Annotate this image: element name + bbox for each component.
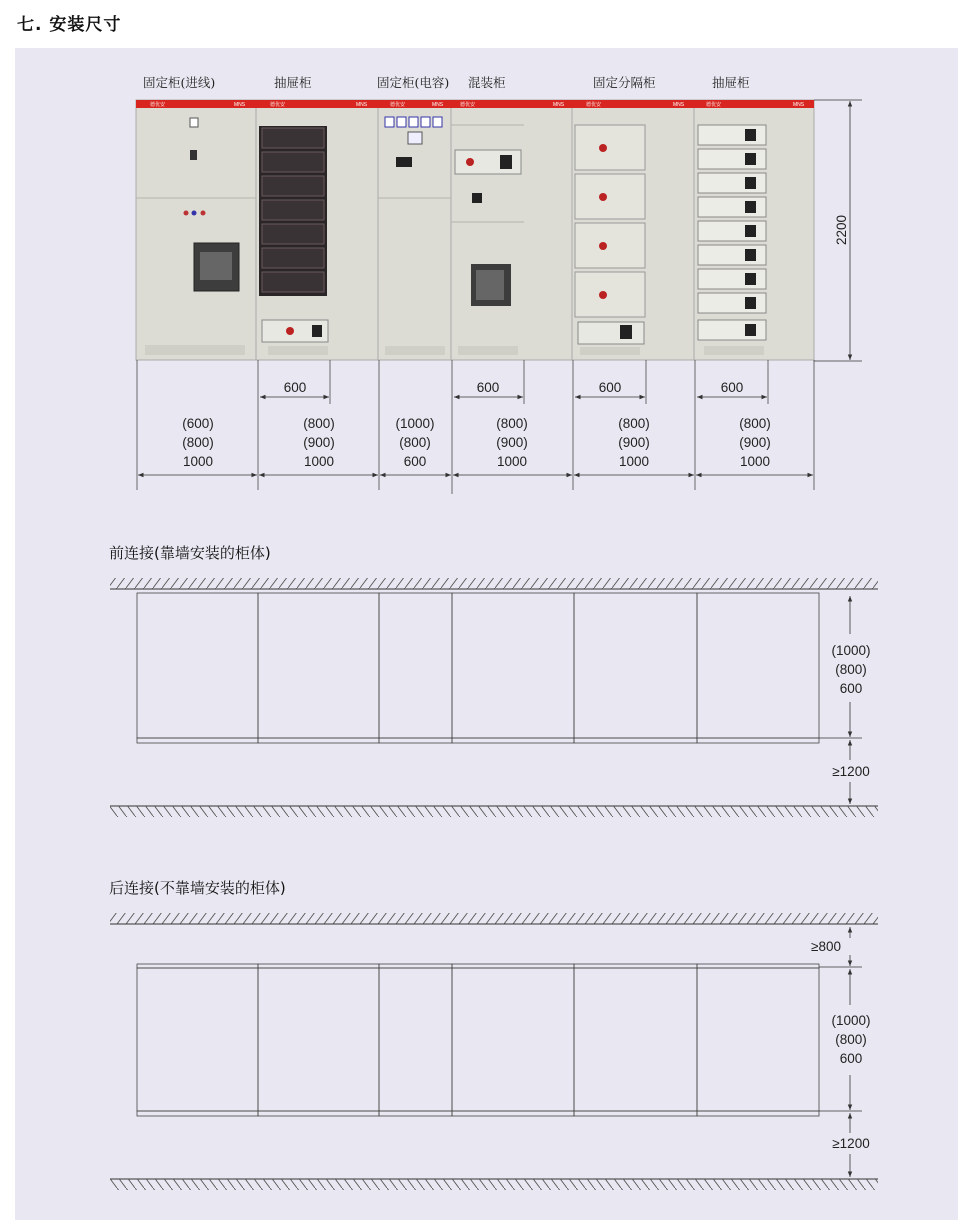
width-value: 1000	[739, 454, 771, 469]
width-value: 1000	[182, 454, 214, 469]
brand-plate: 德优安	[270, 102, 286, 108]
brand-plate: 德优安	[390, 102, 406, 108]
label-drawer-2: 抽屉柜	[712, 75, 750, 90]
front-connection-title: 前连接(靠墙安装的柜体)	[109, 544, 271, 562]
cabinet-mixed	[451, 100, 572, 360]
width-value: (800)	[399, 435, 431, 450]
width-value: 1000	[618, 454, 650, 469]
dim-600: 600	[476, 380, 500, 395]
rear-top-clearance: ≥800	[811, 939, 841, 954]
rear-bottom-clearance: ≥1200	[832, 1136, 870, 1151]
label-fixed-incoming: 固定柜(进线)	[143, 75, 216, 90]
extension-lines	[137, 360, 814, 494]
height-2200: 2200	[834, 214, 849, 246]
width-value: 1000	[303, 454, 335, 469]
width-value: (800)	[303, 416, 335, 431]
width-values	[182, 416, 771, 469]
cabinet-type-labels	[143, 75, 750, 90]
width-value: (900)	[496, 435, 528, 450]
brand-plate: 德优安	[150, 102, 166, 108]
model-plate: MNS	[234, 102, 246, 108]
dim-600: 600	[720, 380, 744, 395]
rear-connection-title: 后连接(不靠墙安装的柜体)	[109, 879, 286, 897]
depth-value: (800)	[835, 1032, 867, 1047]
cabinet-2-drawers	[259, 126, 328, 355]
label-fixed-partition: 固定分隔柜	[593, 75, 656, 90]
dim-600: 600	[283, 380, 307, 395]
rear-wall	[110, 913, 878, 924]
brand-plate: 德优安	[460, 102, 476, 108]
cabinet-elevation	[136, 100, 814, 360]
rear-cabinet-plan	[137, 964, 819, 1116]
width-value: (900)	[303, 435, 335, 450]
width-value: (800)	[496, 416, 528, 431]
model-plate: MNS	[356, 102, 368, 108]
width-value: (900)	[739, 435, 771, 450]
front-clearance: ≥1200	[832, 764, 870, 779]
model-plate: MNS	[432, 102, 444, 108]
width-value: 1000	[496, 454, 528, 469]
depth-value: (1000)	[831, 1013, 871, 1028]
model-plate: MNS	[553, 102, 565, 108]
cabinet-6-drawers	[698, 125, 766, 355]
model-plate: MNS	[673, 102, 685, 108]
label-drawer-1: 抽屉柜	[274, 75, 312, 90]
width-value: (800)	[739, 416, 771, 431]
depth-value: (1000)	[831, 643, 871, 658]
front-cabinet-plan	[137, 593, 819, 743]
width-value: (800)	[182, 435, 214, 450]
width-value: (900)	[618, 435, 650, 450]
width-value: (1000)	[395, 416, 435, 431]
width-value: 600	[403, 454, 427, 469]
width-value: (600)	[182, 416, 214, 431]
rear-floor-line	[110, 1179, 878, 1190]
depth-value: 600	[839, 681, 863, 696]
cabinet-fixed-incoming	[136, 100, 256, 360]
depth-value: 600	[839, 1051, 863, 1066]
width-value: (800)	[618, 416, 650, 431]
model-plate: MNS	[793, 102, 805, 108]
page-title: 七. 安装尺寸	[17, 15, 122, 35]
front-wall	[110, 578, 878, 589]
brand-plate: 德优安	[586, 102, 602, 108]
front-floor-line	[110, 806, 878, 817]
dim-600: 600	[598, 380, 622, 395]
label-mixed: 混装柜	[468, 75, 506, 90]
brand-plate: 德优安	[706, 102, 722, 108]
depth-value: (800)	[835, 662, 867, 677]
label-fixed-capacitor: 固定柜(电容)	[377, 75, 450, 90]
